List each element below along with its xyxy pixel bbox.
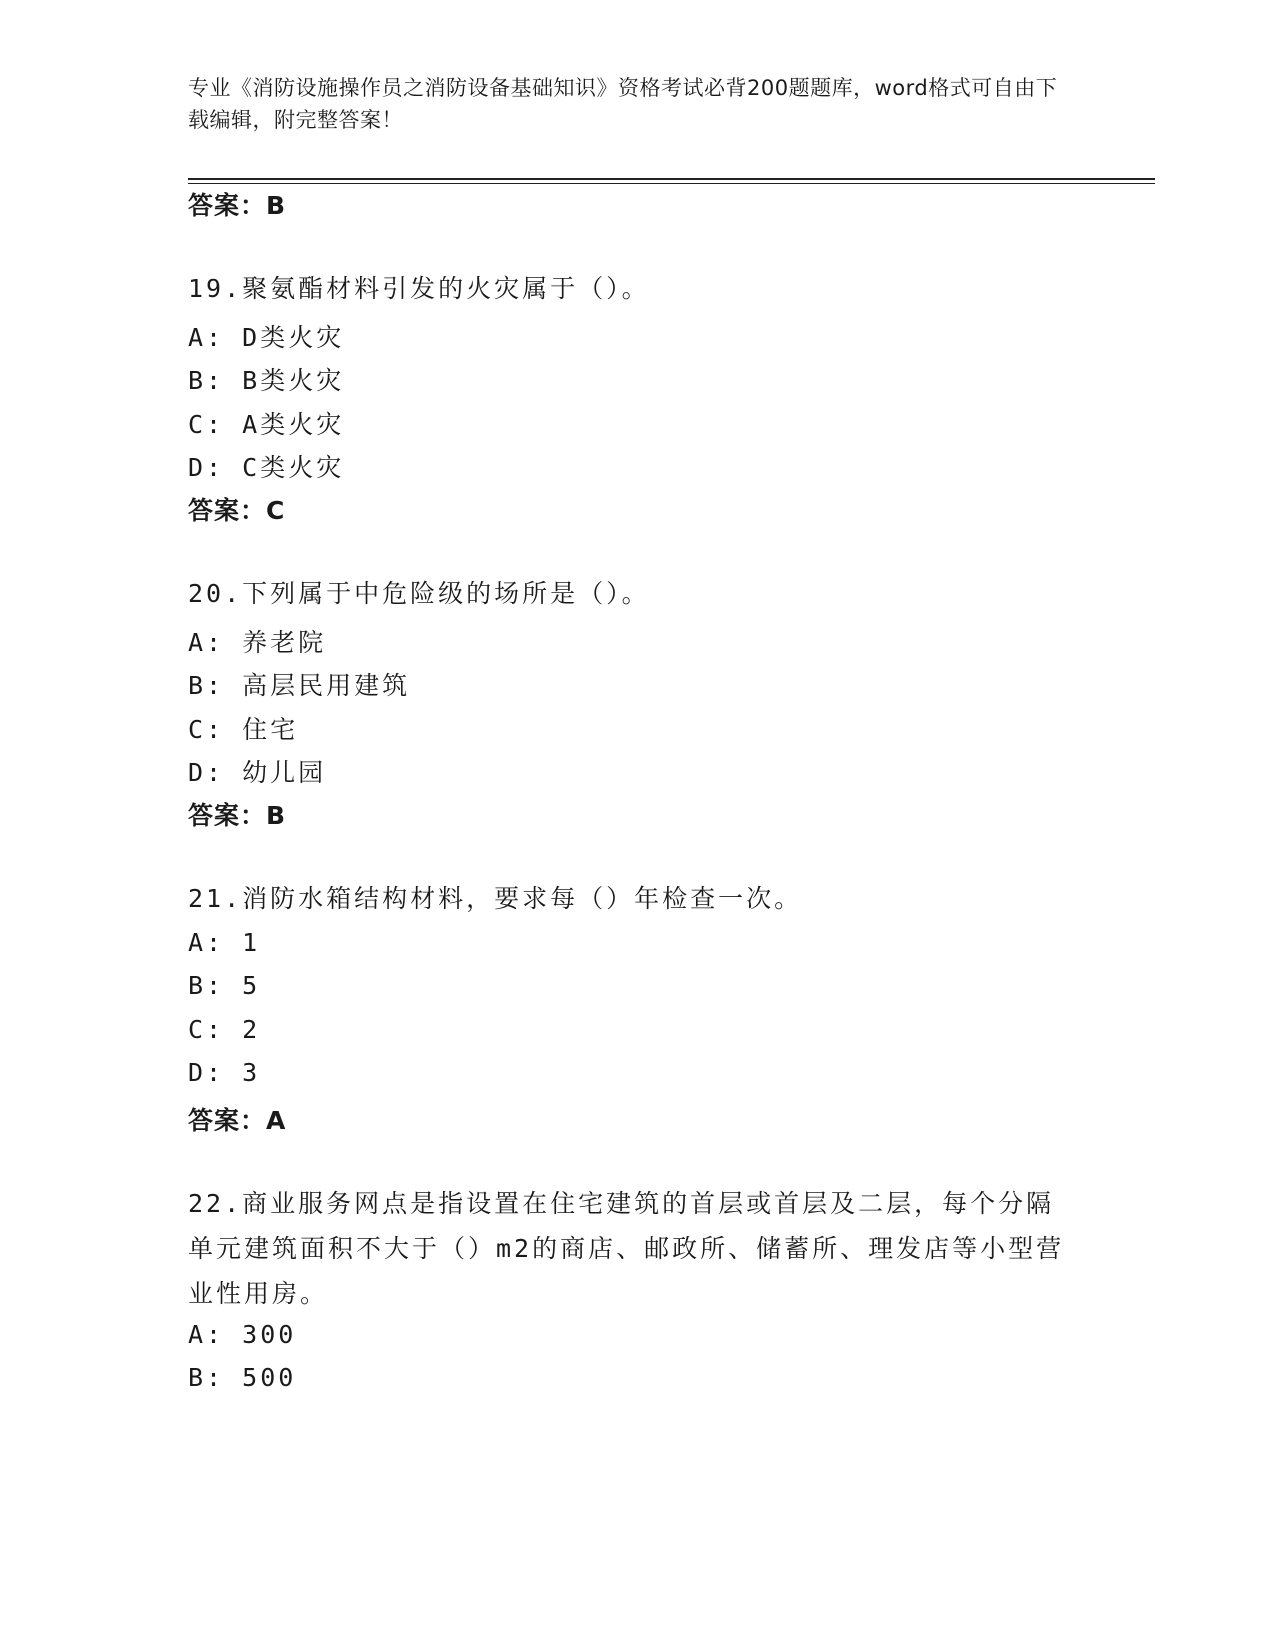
question-21-option-b: B: 5 (188, 971, 261, 1000)
question-20-option-a: A: 养老院 (188, 628, 327, 657)
question-20-answer: 答案：B (188, 801, 287, 830)
previous-answer: 答案：B (188, 191, 287, 220)
question-21-answer: 答案：A (188, 1106, 287, 1135)
question-21-option-d: D: 3 (188, 1058, 261, 1087)
question-20-option-b: B: 高层民用建筑 (188, 671, 411, 700)
question-19-option-a: A: D类火灾 (188, 323, 345, 352)
question-22-option-a: A: 300 (188, 1320, 297, 1349)
question-22: 22.商业服务网点是指设置在住宅建筑的首层或首层及二层，每个分隔单元建筑面积不大于（）m2的商店、邮政所、储蓄所、理发店等小型营业性用房。 (188, 1189, 1065, 1308)
question-20: 20.下列属于中危险级的场所是（）。 (188, 579, 650, 608)
question-21: 21.消防水箱结构材料，要求每（）年检查一次。 (188, 884, 803, 913)
question-19-option-c: C: A类火灾 (188, 410, 345, 439)
question-22-option-b: B: 500 (188, 1363, 297, 1392)
question-19: 19.聚氨酯材料引发的火灾属于（）。 (188, 274, 650, 303)
question-21-option-a: A: 1 (188, 928, 261, 957)
question-20-option-c: C: 住宅 (188, 715, 299, 744)
question-19-option-b: B: B类火灾 (188, 366, 345, 395)
question-21-option-c: C: 2 (188, 1015, 261, 1044)
question-19-answer: 答案：C (188, 496, 286, 525)
header-divider (188, 178, 1155, 180)
question-20-option-d: D: 幼儿园 (188, 758, 327, 787)
question-19-option-d: D: C类火灾 (188, 453, 345, 482)
page-header: 专业《消防设施操作员之消防设备基础知识》资格考试必背200题题库，word格式可自由下载编辑，附完整答案！ (188, 76, 1058, 132)
header-divider-thin (188, 183, 1155, 184)
